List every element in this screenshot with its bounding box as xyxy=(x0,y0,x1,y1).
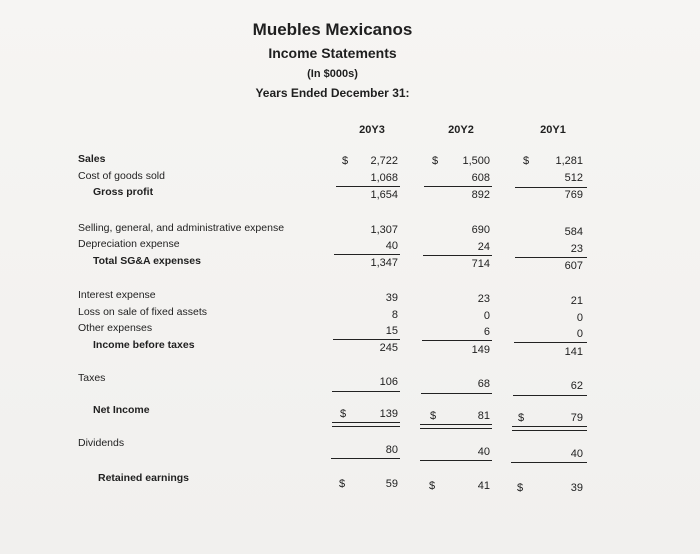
value-taxes-20y1: 62 xyxy=(570,380,583,392)
value-dep-20y1: 23 xyxy=(570,243,583,255)
value-dividends-20y1: 40 xyxy=(570,448,583,460)
value-total-sga-20y2: 714 xyxy=(471,258,490,270)
row-label-retained-earnings: Retained earnings xyxy=(98,472,190,484)
subtotal-rule xyxy=(333,339,400,340)
row-label-income-before-taxes: Income before taxes xyxy=(93,339,195,351)
row-label-total-sga: Total SG&A expenses xyxy=(93,255,201,267)
row-label-other-expenses: Other expenses xyxy=(78,322,153,334)
company-name: Muebles Mexicanos xyxy=(252,20,413,39)
row-label-depreciation: Depreciation expense xyxy=(78,238,180,250)
subtotal-rule xyxy=(515,257,587,258)
subtotal-rule xyxy=(334,254,400,255)
value-net-20y1: 79 xyxy=(570,412,583,424)
total-double-rule xyxy=(332,422,400,427)
value-cogs-20y2: 608 xyxy=(471,172,490,184)
subtotal-rule xyxy=(422,340,492,341)
dollar-sign: $ xyxy=(517,482,524,494)
value-sales-20y2: 1,500 xyxy=(462,155,490,167)
row-label-dividends: Dividends xyxy=(78,437,125,449)
value-sga-20y2: 690 xyxy=(471,224,490,236)
dollar-sign: $ xyxy=(430,410,437,422)
value-gross-20y1: 769 xyxy=(564,189,583,201)
value-retained-20y2: 41 xyxy=(477,480,490,492)
column-header-20y1: 20Y1 xyxy=(540,124,566,136)
subtotal-rule xyxy=(331,458,400,459)
dollar-sign: $ xyxy=(432,155,439,167)
subtotal-rule xyxy=(515,187,587,188)
value-loss-20y3: 8 xyxy=(391,309,398,321)
subtotal-rule xyxy=(424,186,492,187)
value-ibt-20y2: 149 xyxy=(471,344,490,356)
total-double-rule xyxy=(512,426,587,431)
units-note: (In $000s) xyxy=(307,68,358,80)
row-label-sga: Selling, general, and administrative expense xyxy=(78,222,285,234)
value-other-20y3: 15 xyxy=(385,325,398,337)
value-other-20y1: 0 xyxy=(576,328,583,340)
subtotal-rule xyxy=(421,393,492,394)
value-cogs-20y1: 512 xyxy=(564,172,583,184)
value-dividends-20y2: 40 xyxy=(477,446,490,458)
dollar-sign: $ xyxy=(518,412,525,424)
subtotal-rule xyxy=(514,342,587,343)
value-other-20y2: 6 xyxy=(483,326,490,338)
total-double-rule xyxy=(420,424,492,429)
value-total-sga-20y3: 1,347 xyxy=(370,257,398,269)
value-dividends-20y3: 80 xyxy=(385,444,398,456)
value-retained-20y3: 59 xyxy=(385,478,398,490)
subtotal-rule xyxy=(511,462,587,463)
value-dep-20y3: 40 xyxy=(385,240,398,252)
value-dep-20y2: 24 xyxy=(477,241,490,253)
period-note: Years Ended December 31: xyxy=(255,86,410,100)
value-sales-20y3: 2,722 xyxy=(370,155,398,167)
subtotal-rule xyxy=(423,255,492,256)
value-net-20y2: 81 xyxy=(477,410,490,422)
value-retained-20y1: 39 xyxy=(570,482,583,494)
value-ibt-20y3: 245 xyxy=(379,342,398,354)
value-loss-20y2: 0 xyxy=(483,310,490,322)
value-interest-20y1: 21 xyxy=(570,295,583,307)
value-sga-20y1: 584 xyxy=(564,226,583,238)
value-interest-20y3: 39 xyxy=(385,292,398,304)
row-label-gross-profit: Gross profit xyxy=(93,186,154,198)
value-ibt-20y1: 141 xyxy=(564,346,583,358)
value-gross-20y2: 892 xyxy=(471,189,490,201)
dollar-sign: $ xyxy=(429,480,436,492)
value-interest-20y2: 23 xyxy=(477,293,490,305)
value-net-20y3: 139 xyxy=(379,408,398,420)
row-label-sales: Sales xyxy=(78,153,106,165)
value-taxes-20y3: 106 xyxy=(379,376,398,388)
row-label-loss-on-sale: Loss on sale of fixed assets xyxy=(78,306,207,318)
column-header-20y3: 20Y3 xyxy=(359,124,385,136)
value-cogs-20y3: 1,068 xyxy=(370,172,398,184)
dollar-sign: $ xyxy=(339,478,346,490)
value-loss-20y1: 0 xyxy=(576,312,583,324)
dollar-sign: $ xyxy=(342,155,349,167)
row-label-net-income: Net Income xyxy=(93,404,150,416)
subtotal-rule xyxy=(332,391,400,392)
value-gross-20y3: 1,654 xyxy=(370,189,398,201)
subtotal-rule xyxy=(336,186,400,187)
row-label-taxes: Taxes xyxy=(78,372,106,384)
value-taxes-20y2: 68 xyxy=(477,378,490,390)
row-label-cogs: Cost of goods sold xyxy=(78,170,165,182)
value-sga-20y3: 1,307 xyxy=(370,224,398,236)
dollar-sign: $ xyxy=(340,408,347,420)
column-header-20y2: 20Y2 xyxy=(448,124,474,136)
subtotal-rule xyxy=(420,460,492,461)
subtotal-rule xyxy=(513,395,587,396)
statement-title: Income Statements xyxy=(268,45,397,61)
value-sales-20y1: 1,281 xyxy=(555,155,583,167)
dollar-sign: $ xyxy=(523,155,530,167)
row-label-interest: Interest expense xyxy=(78,289,156,301)
value-total-sga-20y1: 607 xyxy=(564,260,583,272)
